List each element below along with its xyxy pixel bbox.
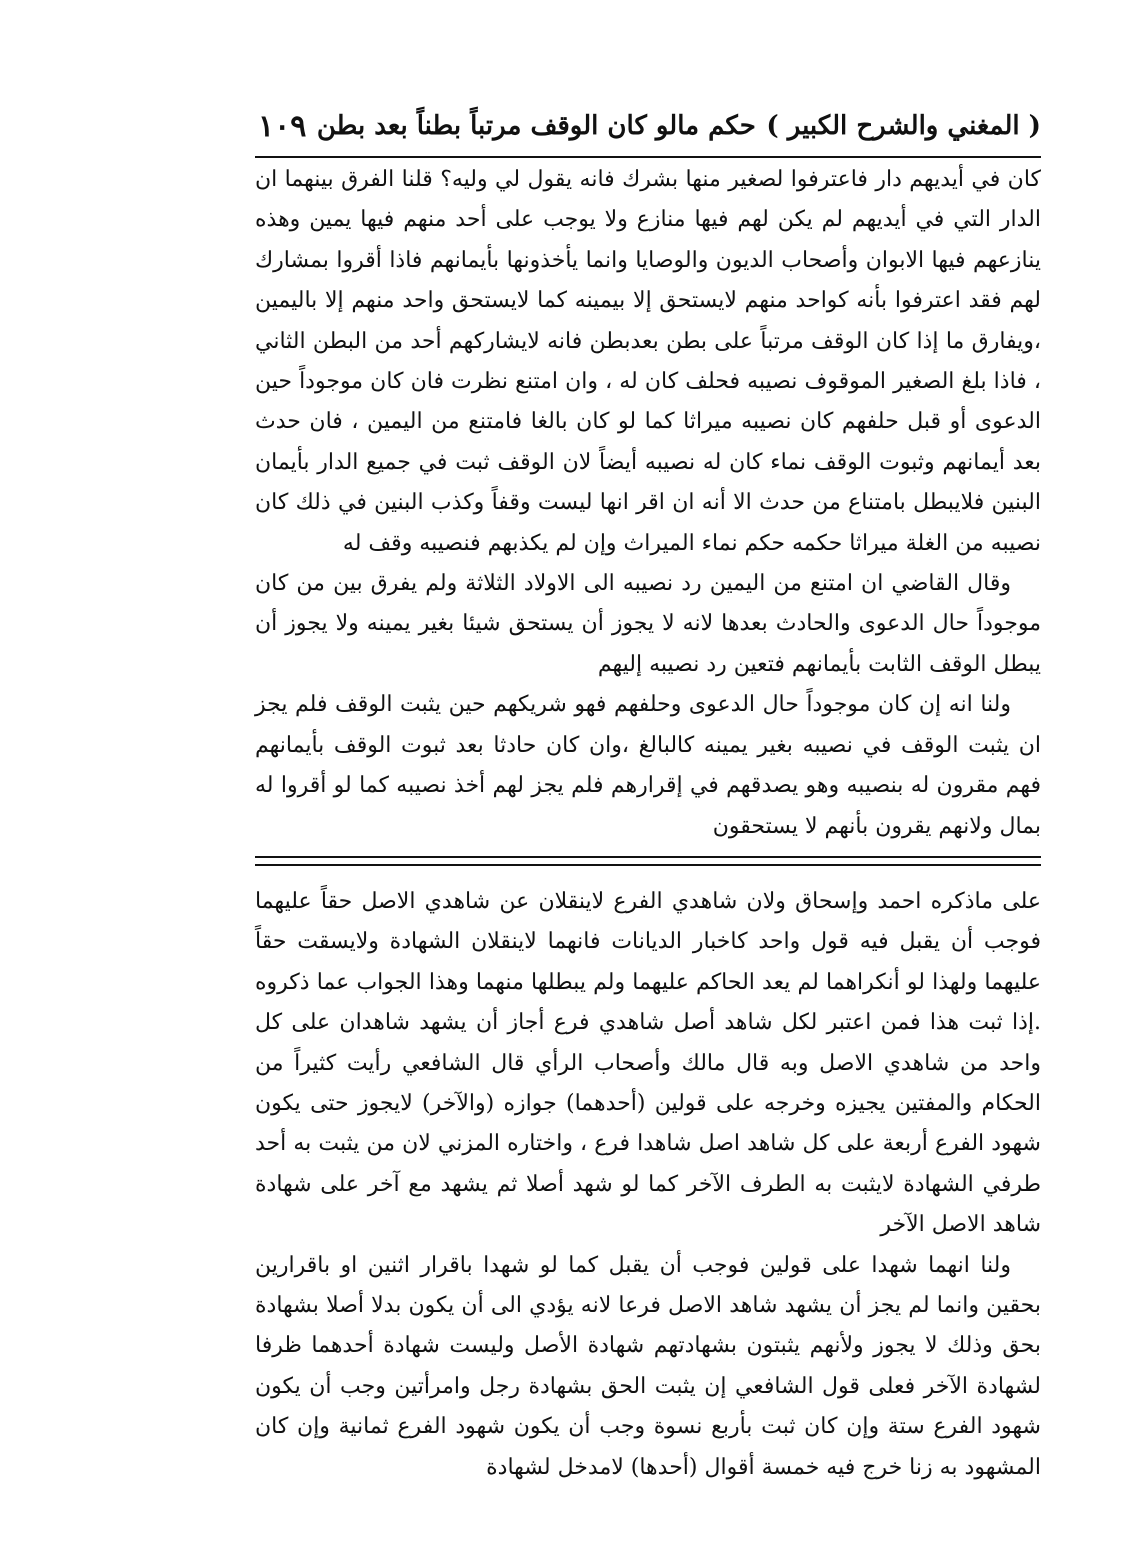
paragraph: ولنا انه إن كان موجوداً حال الدعوى وحلفهم فهو شريكهم حين يثبت الوقف فلم يجز ان يثبت الوقف في نصيبه بغير يمينه كالبالغ ،وان كان حادثا بعد ثبوت الوقف بأيمانهم فهم مقرون له بنصيبه وهو يصدقهم في إقرارهم فلم يجز لهم أخذ نصيبه كما لو أقروا له بمال ولانهم يقرون بأنهم لا يستحقون (255, 692, 1041, 839)
paragraph: على ماذكره احمد وإسحاق ولان شاهدي الفرع لاينقلان عن شاهدي الاصل حقاً عليهما فوجب أن يقبل فيه قول واحد كاخبار الديانات فانهما لاينقلان الشهادة ولايسقت حقاً عليهما ولهذا لو أنكراهما لم يعد الحاكم عليهما ولم يبطلها منهما وهذا الجواب عما ذكروه .إذا ثبت هذا فمن اعتبر لكل شاهد أصل شاهدي فرع أجاز أن يشهد شاهدان على كل واحد من شاهدي الاصل وبه قال مالك وأصحاب الرأي قال الشافعي رأيت كثيراً من الحكام والمفتين يجيزه وخرجه على قولين (أحدهما) جوازه (والآخر) لايجوز حتى يكون شهود الفرع أربعة على كل شاهد اصل شاهدا فرع ، واختاره المزني لان من يثبت به أحد طرفي الشهادة لايثبت به الطرف الآخر كما لو شهد أصلا ثم يشهد مع آخر على شهادة شاهد الاصل الآخر (255, 889, 1041, 1238)
page-number: ١٠٩ (258, 108, 307, 144)
chapter-title: حكم مالو كان الوقف مرتباً بطناً بعد بطن (316, 111, 756, 141)
page-header (258, 98, 1041, 154)
paragraph: كان في أيديهم دار فاعترفوا لصغير منها بشرك فانه يقول لي وليه؟ قلنا الفرق بينهما ان الدار التي في أيديهم لم يكن لهم فيها منازع ولا يوجب على أحد منهم فيها يمين وهذه ينازعهم فيها الابوان وأصحاب الديون والوصايا وانما يأخذونها بأيمانهم فاذا أقروا بمشارك لهم فقد اعترفوا بأنه كواحد منهم لايستحق إلا بيمينه كما لايستحق واحد منهم إلا باليمين ،ويفارق ما إذا كان الوقف مرتباً على بطن بعدبطن فانه لايشاركهم أحد من البطن الثاني ، فاذا بلغ الصغير الموقوف نصيبه فحلف كان له ، وان امتنع نظرت فان كان موجوداً حين الدعوى أو قبل حلفهم كان نصيبه ميراثا كما لو كان بالغا فامتنع من اليمين ، فان حدث بعد أيمانهم وثبوت الوقف نماء كان له نصيبه أيضاً لان الوقف ثبت في جميع الدار بأيمان البنين فلايبطل بامتناع من حدث الا أنه ان اقر انها ليست وقفاً وكذب البنين في ذلك كان نصيبه من الغلة ميراثا حكمه حكم نماء الميراث وإن لم يكذبهم فنصيبه وقف له (255, 167, 1041, 556)
book-title: ( المغني والشرح الكبير ) (766, 111, 1041, 141)
commentary-text (255, 882, 1041, 1488)
paragraph: وقال القاضي ان امتنع من اليمين رد نصيبه الى الاولاد الثلاثة ولم يفرق بين من كان موجوداً حال الدعوى والحادث بعدها لانه لا يجوز أن يستحق شيئا بغير يمينه ولا يجوز أن يبطل الوقف الثابت بأيمانهم فتعين رد نصيبه إليهم (255, 571, 1041, 677)
section-divider (255, 856, 1041, 866)
main-text (255, 160, 1041, 847)
paragraph: ولنا انهما شهدا على قولين فوجب أن يقبل كما لو شهدا باقرار اثنين او باقرارين بحقين وانما لم يجز أن يشهد شاهد الاصل فرعا لانه يؤدي الى أن يكون بدلا أصلا بشهادة بحق وذلك لا يجوز ولأنهم يثبتون بشهادتهم شهادة الأصل وليست شهادة أحدهما ظرفا لشهادة الآخر فعلى قول الشافعي إن يثبت الحق بشهادة رجل وامرأتين وجب أن يكون شهود الفرع ستة وإن كان ثبت بأربع نسوة وجب أن يكون شهود الفرع ثمانية وإن كان المشهود به زنا خرج فيه خمسة أقوال (أحدها) لامدخل لشهادة (255, 1252, 1041, 1480)
header-rule (255, 156, 1041, 158)
